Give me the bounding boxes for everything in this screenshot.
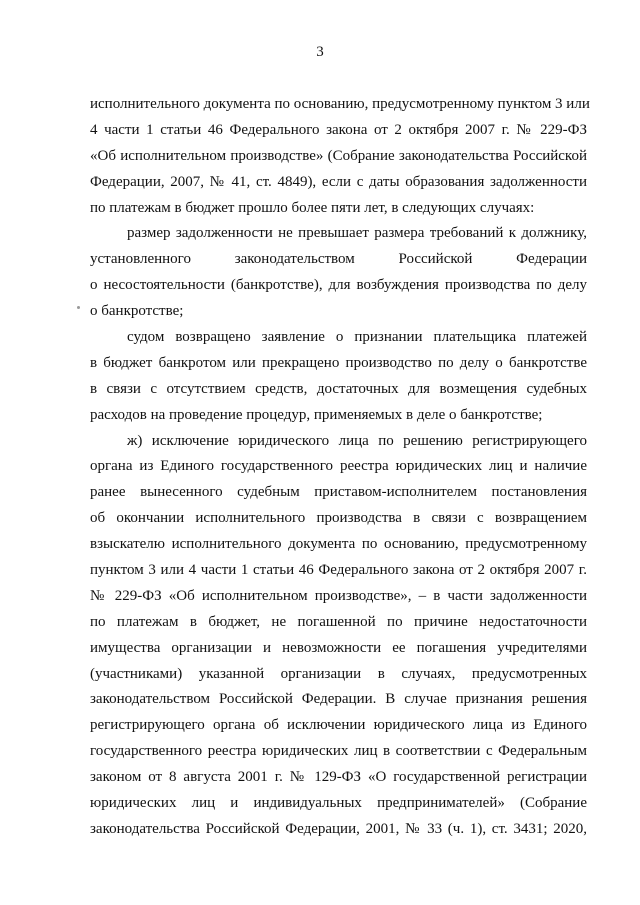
text-line: юридических лиц и индивидуальных предпринимателей» (Собрание — [90, 795, 587, 812]
text-line: органа из Единого государственного реестра юридических лиц и наличие — [90, 458, 587, 475]
text-line: ж) исключение юридического лица по решению регистрирующего — [127, 432, 587, 449]
text-line: законом от 8 августа 2001 г. № 129-ФЗ «О государственной регистрации — [90, 769, 587, 786]
text-line: по платежам в бюджет, не погашенной по причине недостаточности — [90, 613, 587, 630]
text-line: № 229-ФЗ «Об исполнительном производстве», – в части задолженности — [90, 587, 587, 604]
text-line: установленного законодательством Российской Федерации — [90, 251, 587, 268]
text-line: пунктом 3 или 4 части 1 статьи 46 Федерального закона от 2 октября 2007 г. — [90, 562, 587, 579]
text-line: о несостоятельности (банкротстве), для возбуждения производства по делу — [90, 277, 587, 294]
text-line: в бюджет банкротом или прекращено производство по делу о банкротстве — [90, 354, 587, 371]
text-line: 4 части 1 статьи 46 Федерального закона от 2 октября 2007 г. № 229-ФЗ — [90, 121, 587, 138]
text-line: расходов на проведение процедур, применяемых в деле о банкротстве; — [90, 406, 543, 423]
text-line: взыскателю исполнительного документа по основанию, предусмотренному — [90, 536, 587, 553]
page-number: 3 — [316, 44, 324, 60]
text-line: Федерации, 2007, № 41, ст. 4849), если с даты образования задолженности — [90, 173, 587, 190]
text-line: регистрирующего органа об исключении юридического лица из Единого — [90, 717, 587, 734]
text-line: об окончании исполнительного производства в связи с возвращением — [90, 510, 587, 527]
text-line: (участниками) указанной организации в случаях, предусмотренных — [90, 665, 587, 682]
text-line: о банкротстве; — [90, 303, 184, 320]
text-line: размер задолженности не превышает размера требований к должнику, — [127, 225, 587, 242]
body-text — [90, 92, 590, 843]
text-line: ранее вынесенного судебным приставом-исполнителем постановления — [90, 484, 587, 501]
text-line: государственного реестра юридических лиц в соответствии с Федеральным — [90, 743, 587, 760]
text-line: в связи с отсутствием средств, достаточных для возмещения судебных — [90, 380, 587, 397]
text-line: законодательства Российской Федерации, 2001, № 33 (ч. 1), ст. 3431; 2020, — [90, 820, 587, 837]
text-line: «Об исполнительном производстве» (Собрание законодательства Российской — [90, 147, 587, 164]
text-line: по платежам в бюджет прошло более пяти лет, в следующих случаях: — [90, 199, 535, 216]
text-line: законодательством Российской Федерации. В случае признания решения — [90, 691, 587, 708]
text-line: исполнительного документа по основанию, предусмотренному пунктом 3 или — [90, 96, 590, 112]
text-line: судом возвращено заявление о признании плательщика платежей — [127, 329, 587, 346]
margin-mark — [77, 306, 80, 309]
text-line: имущества организации и невозможности ее погашения учредителями — [90, 639, 587, 656]
